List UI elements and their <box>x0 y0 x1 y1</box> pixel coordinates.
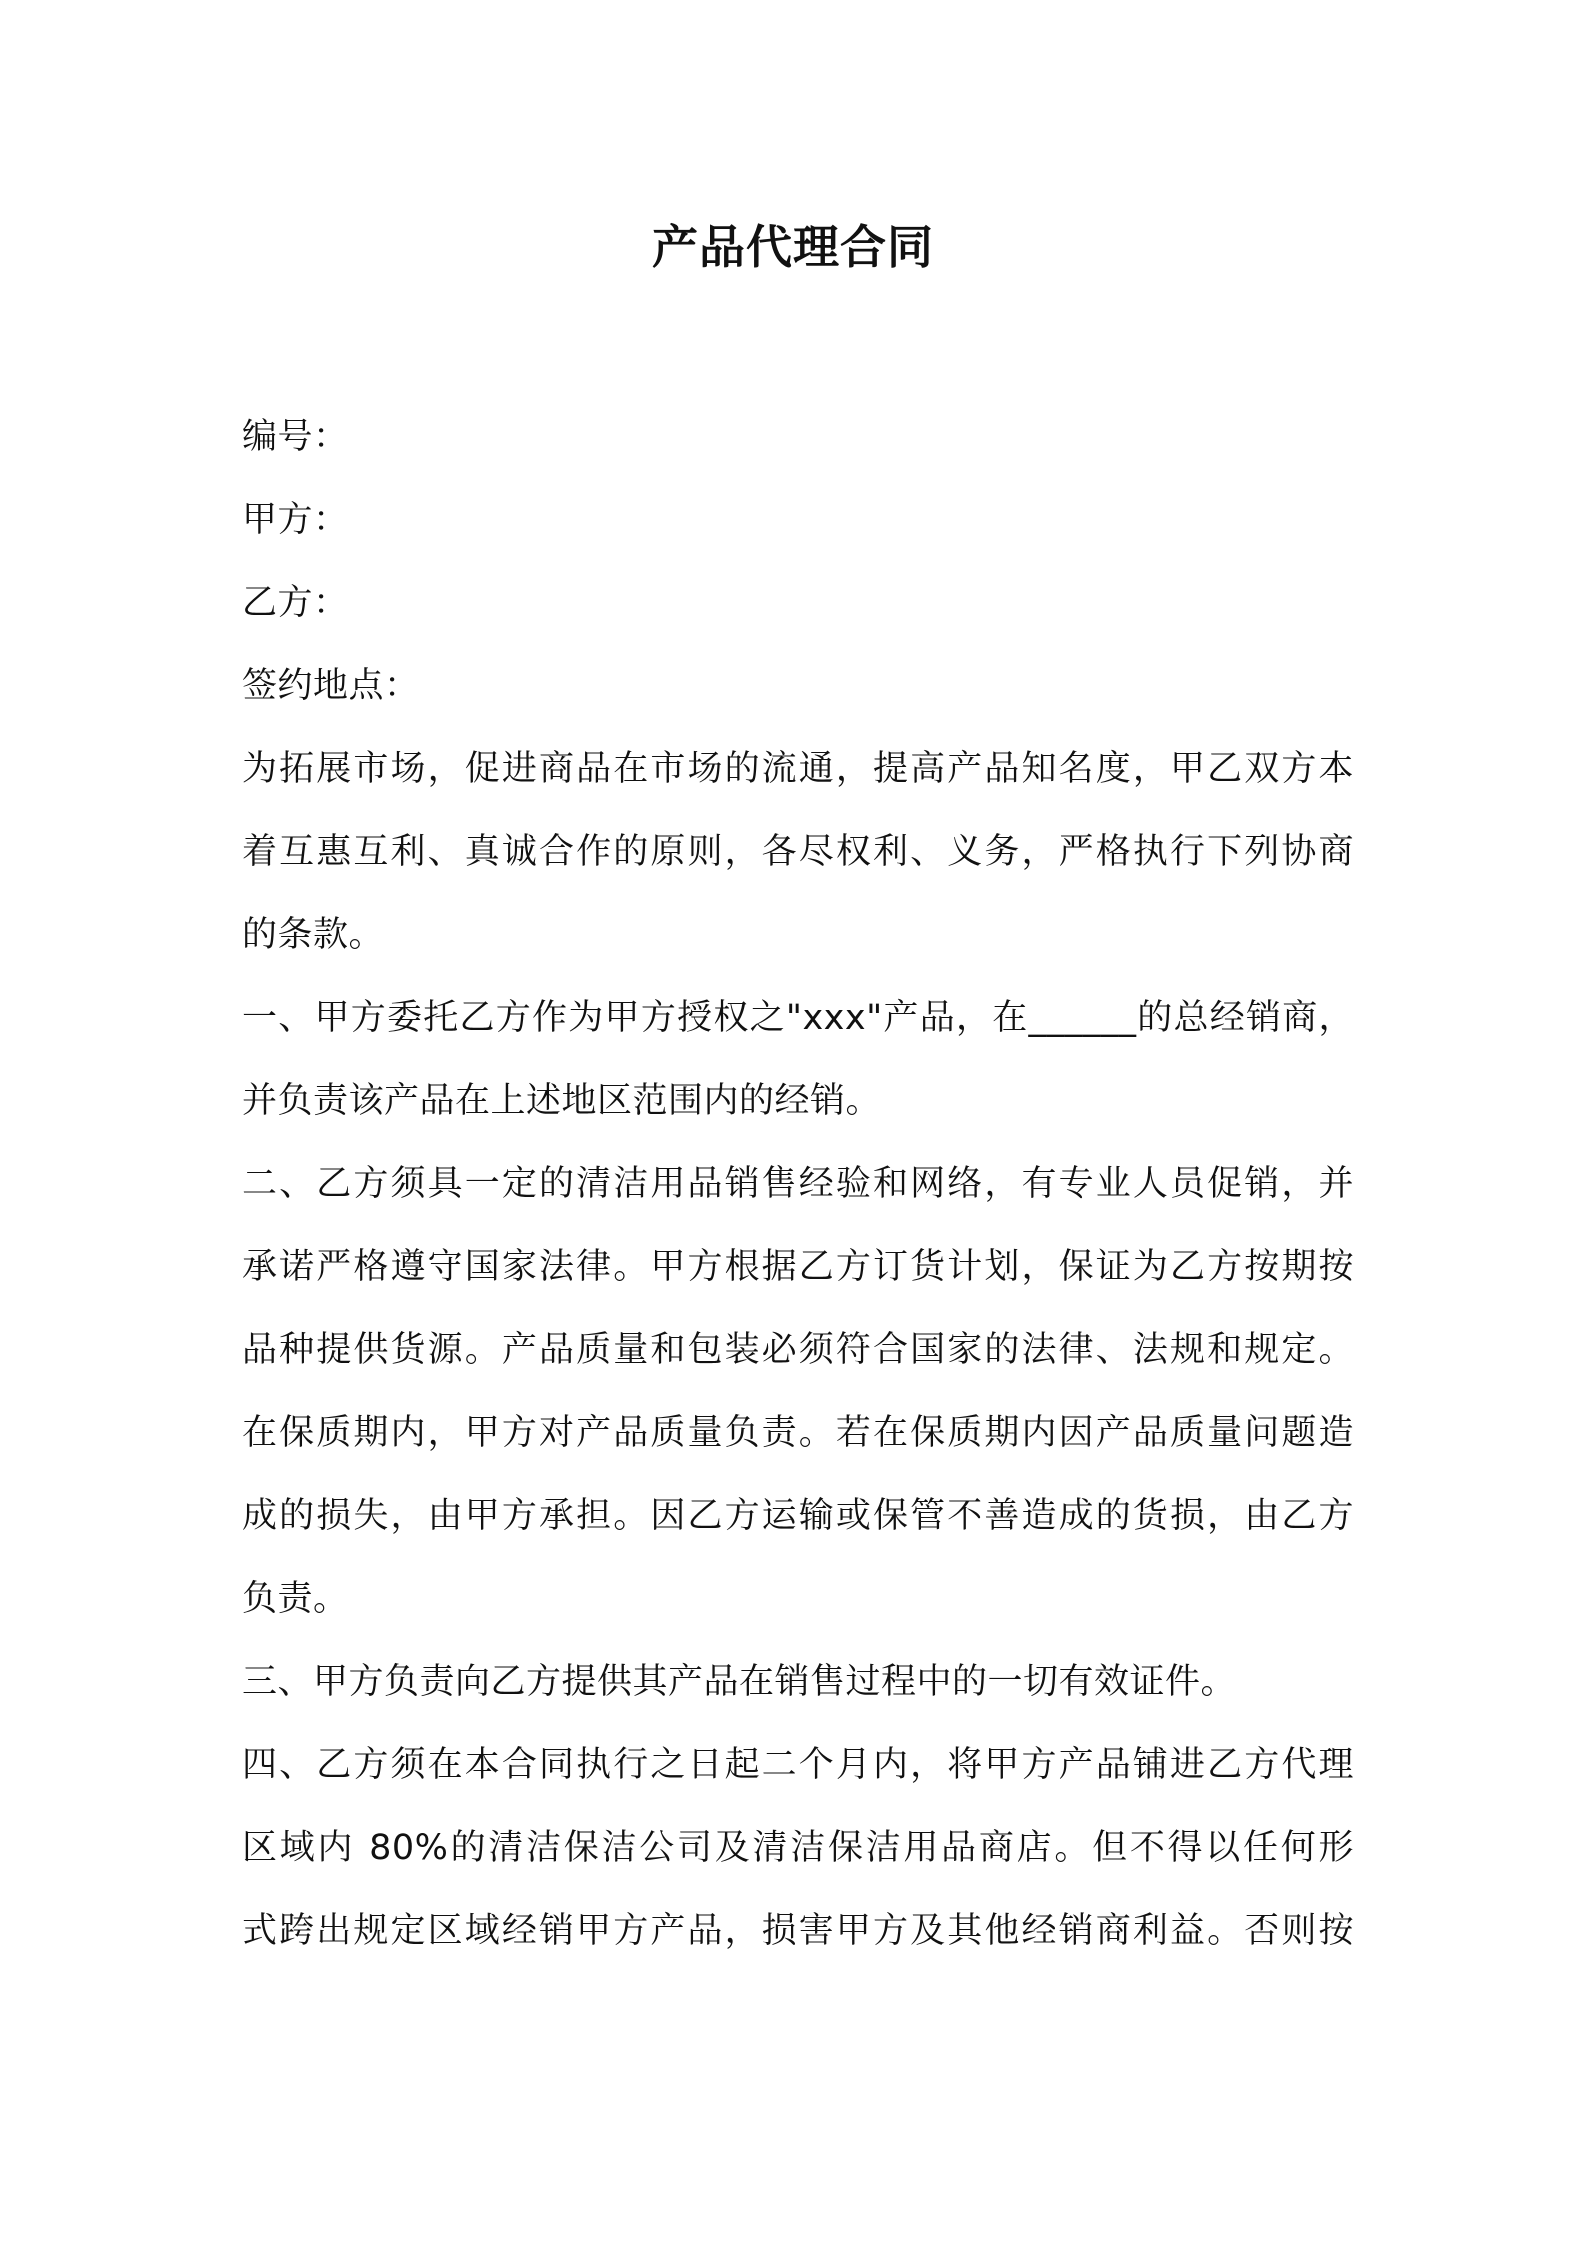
clause-3 <box>242 1641 1354 1724</box>
field-signing-place: 签约地点： <box>242 666 420 706</box>
field-party-a: 甲方： <box>242 500 349 540</box>
paragraph-line: 三、甲方负责向乙方提供其产品在销售过程中的一切有效证件。 <box>242 1662 1237 1702</box>
paragraph-line: 一、甲方委托乙方作为甲方授权之"xxx"产品，在______的总经销商， <box>242 998 1354 1038</box>
document-title: 产品代理合同 <box>652 220 934 274</box>
clause-2 <box>242 1143 1354 1641</box>
paragraph-line: 成的损失，由甲方承担。因乙方运输或保管不善造成的货损，由乙方 <box>242 1496 1354 1536</box>
clause-4 <box>242 1724 1354 1973</box>
paragraph-line: 着互惠互利、真诚合作的原则，各尽权利、义务，严格执行下列协商 <box>242 832 1354 872</box>
paragraph-line: 品种提供货源。产品质量和包装必须符合国家的法律、法规和规定。 <box>242 1330 1354 1370</box>
paragraph-line: 并负责该产品在上述地区范围内的经销。 <box>242 1081 882 1121</box>
field-contract-number: 编号： <box>242 417 349 457</box>
paragraph-line: 为拓展市场，促进商品在市场的流通，提高产品知名度，甲乙双方本 <box>242 749 1354 789</box>
paragraph-line: 区域内 80%的清洁保洁公司及清洁保洁用品商店。但不得以任何形 <box>242 1828 1354 1868</box>
paragraph-line: 四、乙方须在本合同执行之日起二个月内，将甲方产品铺进乙方代理 <box>242 1745 1354 1785</box>
document-body <box>242 396 1354 1973</box>
paragraph-line: 承诺严格遵守国家法律。甲方根据乙方订货计划，保证为乙方按期按 <box>242 1247 1354 1287</box>
paragraph-line: 的条款。 <box>242 915 385 955</box>
paragraph-line: 式跨出规定区域经销甲方产品，损害甲方及其他经销商利益。否则按 <box>242 1911 1354 1951</box>
paragraph-line: 二、乙方须具一定的清洁用品销售经验和网络，有专业人员促销，并 <box>242 1164 1354 1204</box>
preamble-paragraph <box>242 728 1354 977</box>
paragraph-line: 负责。 <box>242 1579 349 1619</box>
paragraph-line: 在保质期内，甲方对产品质量负责。若在保质期内因产品质量问题造 <box>242 1413 1354 1453</box>
clause-1 <box>242 977 1354 1143</box>
field-party-b: 乙方： <box>242 583 349 623</box>
